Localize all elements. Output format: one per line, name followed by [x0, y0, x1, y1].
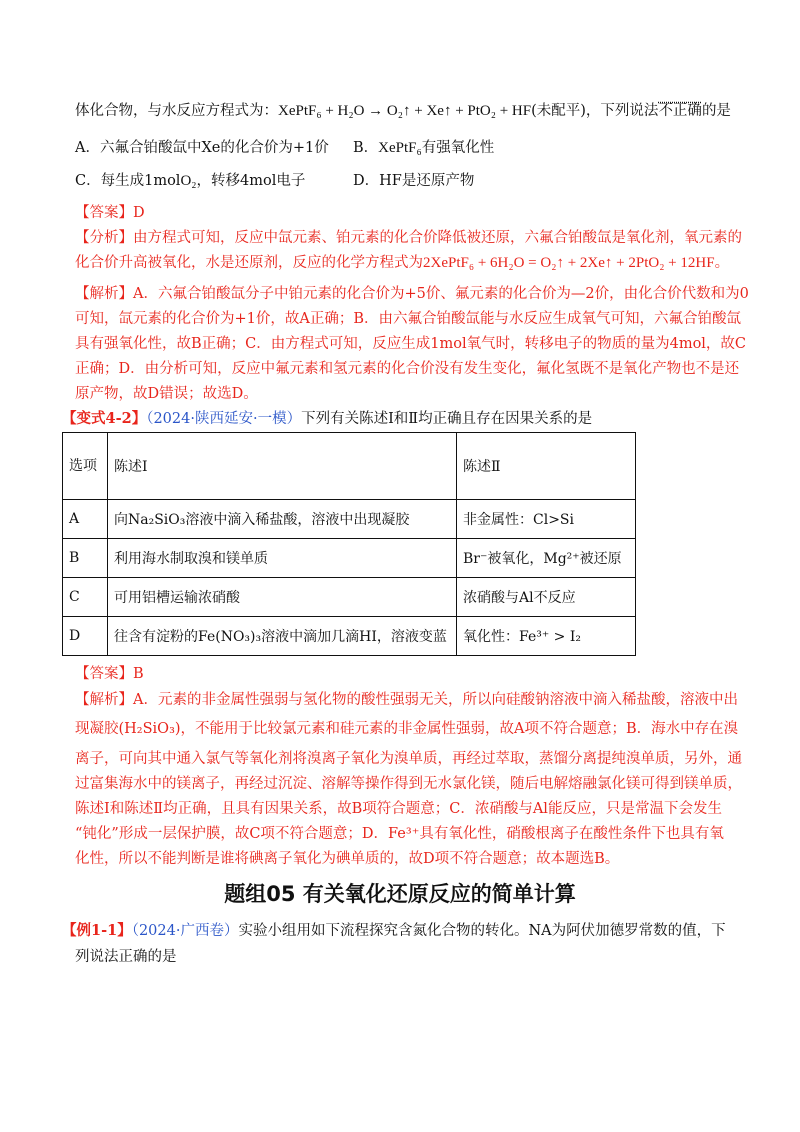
table-cell: Br⁻被氧化，Mg²⁺被还原	[457, 539, 636, 578]
q2-explanation-line: 离子，可向其中通入氯气等氧化剂将溴离子氧化为溴单质，再经过萃取，蒸馏分离提纯溴单质，另外，通	[75, 751, 742, 767]
q1-explanation-line: 具有强氧化性，故B正确；C．由方程式可知，反应生成1mol氧气时，转移电子的物质的量为4mol，故C	[75, 336, 747, 352]
table-row	[63, 539, 636, 578]
q1-option-c-formula: O₂	[180, 173, 197, 189]
table-cell: 利用海水制取溴和镁单质	[108, 539, 457, 578]
table-cell: A	[63, 500, 108, 539]
q1-stem-text: 体化合物，与水反应方程式为：	[75, 103, 278, 119]
q1-analysis-end: 。	[714, 255, 730, 271]
q2-explanation-line: 【解析】A．元素的非金属性强弱与氢化物的酸性强弱无关，所以向硅酸钠溶液中滴入稀盐酸，溶液中出	[75, 692, 738, 708]
table-cell: B	[63, 539, 108, 578]
table-cell: C	[63, 578, 108, 617]
q1-explanation-line: 可知，氙元素的化合价为+1价，故A正确；B．由六氟合铂酸氙能与水反应生成氧气可知，六氟合铂酸氙	[75, 311, 741, 327]
q3-source: （2024·广西卷）	[131, 923, 239, 939]
q2-answer: 【答案】B	[75, 666, 144, 682]
q1-answer: 【答案】D	[75, 205, 145, 221]
q3-tag: 【例1-1】	[62, 922, 132, 939]
table-row	[63, 578, 636, 617]
q3-stem-text: 实验小组用如下流程探究含氮化合物的转化。NA为阿伏加德罗常数的值，下	[238, 923, 726, 939]
q1-option-b-label: B．	[353, 140, 379, 156]
q1-analysis-line	[75, 253, 730, 273]
table-cell: 可用铝槽运输浓硝酸	[108, 578, 457, 617]
q1-options-row2	[75, 171, 725, 191]
q2-stem	[62, 409, 712, 429]
q3-stem-text: 列说法正确的是	[75, 949, 177, 965]
q1-option-c-pre: C．每生成1mol	[75, 173, 181, 189]
q2-explanation-line: 陈述Ⅰ和陈述Ⅱ均正确，且具有因果关系，故B项符合题意；C．浓硝酸与Al能反应，只是常温下会发生	[75, 801, 722, 817]
table-header-cell: 陈述Ⅰ	[108, 433, 457, 500]
q1-options-row1	[75, 138, 725, 158]
q1-analysis-line: 【分析】由方程式可知，反应中氙元素、铂元素的化合价降低被还原，六氟合铂酸氙是氧化剂，氧元素的	[75, 230, 742, 246]
table-cell: D	[63, 617, 108, 656]
q1-option-c	[75, 173, 305, 189]
q1-stem	[75, 101, 731, 121]
q3-stem	[62, 921, 726, 941]
section-title: 题组05 有关氧化还原反应的简单计算	[224, 882, 576, 906]
q2-tag: 【变式4-2】	[62, 410, 147, 427]
q1-explanation-line: 原产物，故D错误；故选D。	[75, 386, 258, 402]
q1-option-a: A．六氟合铂酸氙中Xe的化合价为+1价	[75, 140, 329, 156]
table-header-cell: 选项	[63, 433, 108, 500]
q1-option-d: D．HF是还原产物	[353, 173, 475, 189]
q2-explanation-line: 化性，所以不能判断是谁将碘离子氧化为碘单质的，故D项不符合题意；故本题选B。	[75, 851, 620, 867]
table-cell: 氧化性：Fe³⁺ > I₂	[457, 617, 636, 656]
q1-analysis-text: 化合价升高被氧化，水是还原剂，反应的化学方程式为	[75, 255, 423, 271]
table-header-cell: 陈述Ⅱ	[457, 433, 636, 500]
table-cell: 浓硝酸与Al不反应	[457, 578, 636, 617]
q2-explanation-line: 现凝胶(H₂SiO₃)，不能用于比较氯元素和硅元素的非金属性强弱，故A项不符合题意；B．海水中存在溴	[75, 721, 739, 737]
q2-stem-text: 下列有关陈述Ⅰ和Ⅱ均正确且存在因果关系的是	[301, 411, 593, 427]
q2-table	[62, 432, 636, 656]
q1-explanation-line: 正确；D．由分析可知，反应中氟元素和氢元素的化合价没有发生变化，氟化氢既不是氧化产物也不是还	[75, 361, 740, 377]
q1-stem-mid: (未配平)，下列说法	[531, 103, 659, 119]
table-cell: 往含有淀粉的Fe(NO₃)₃溶液中滴加几滴HI，溶液变蓝	[108, 617, 457, 656]
q2-source: （2024·陕西延安·一模）	[146, 411, 302, 427]
q2-explanation-line: 过富集海水中的镁离子，再经过沉淀、溶解等操作得到无水氯化镁，随后电解熔融氯化镁可得到镁单质，	[75, 776, 742, 792]
q1-option-b	[353, 138, 494, 158]
table-row	[63, 500, 636, 539]
table-cell: 非金属性：Cl>Si	[457, 500, 636, 539]
q2-explanation-line: “钝化”形成一层保护膜，故C项不符合题意；D．Fe³⁺具有氧化性，硝酸根离子在酸性条件下也具有氧	[75, 826, 724, 842]
table-header-row	[63, 433, 636, 500]
q1-equation: XePtF₆ + H₂O → O₂↑ + Xe↑ + PtO₂ + HF	[278, 103, 532, 119]
table-row	[63, 617, 636, 656]
q1-explanation-line: 【解析】A．六氟合铂酸氙分子中铂元素的化合价为+5价、氟元素的化合价为—2价，由化合价代数和为0	[75, 286, 749, 302]
q1-option-b-formula: XePtF₆	[378, 140, 422, 156]
table-cell: 向Na₂SiO₃溶液中滴入稀盐酸，溶液中出现凝胶	[108, 500, 457, 539]
q1-stem-end: 的是	[701, 103, 731, 119]
q1-option-c-post: ，转移4mol电子	[196, 173, 306, 189]
q1-emphasis: 不正确	[658, 103, 702, 119]
q1-analysis-equation: 2XePtF₆ + 6H₂O = O₂↑ + 2Xe↑ + 2PtO₂ + 12HF	[423, 255, 715, 271]
q1-option-b-text: 有强氧化性	[421, 140, 495, 156]
